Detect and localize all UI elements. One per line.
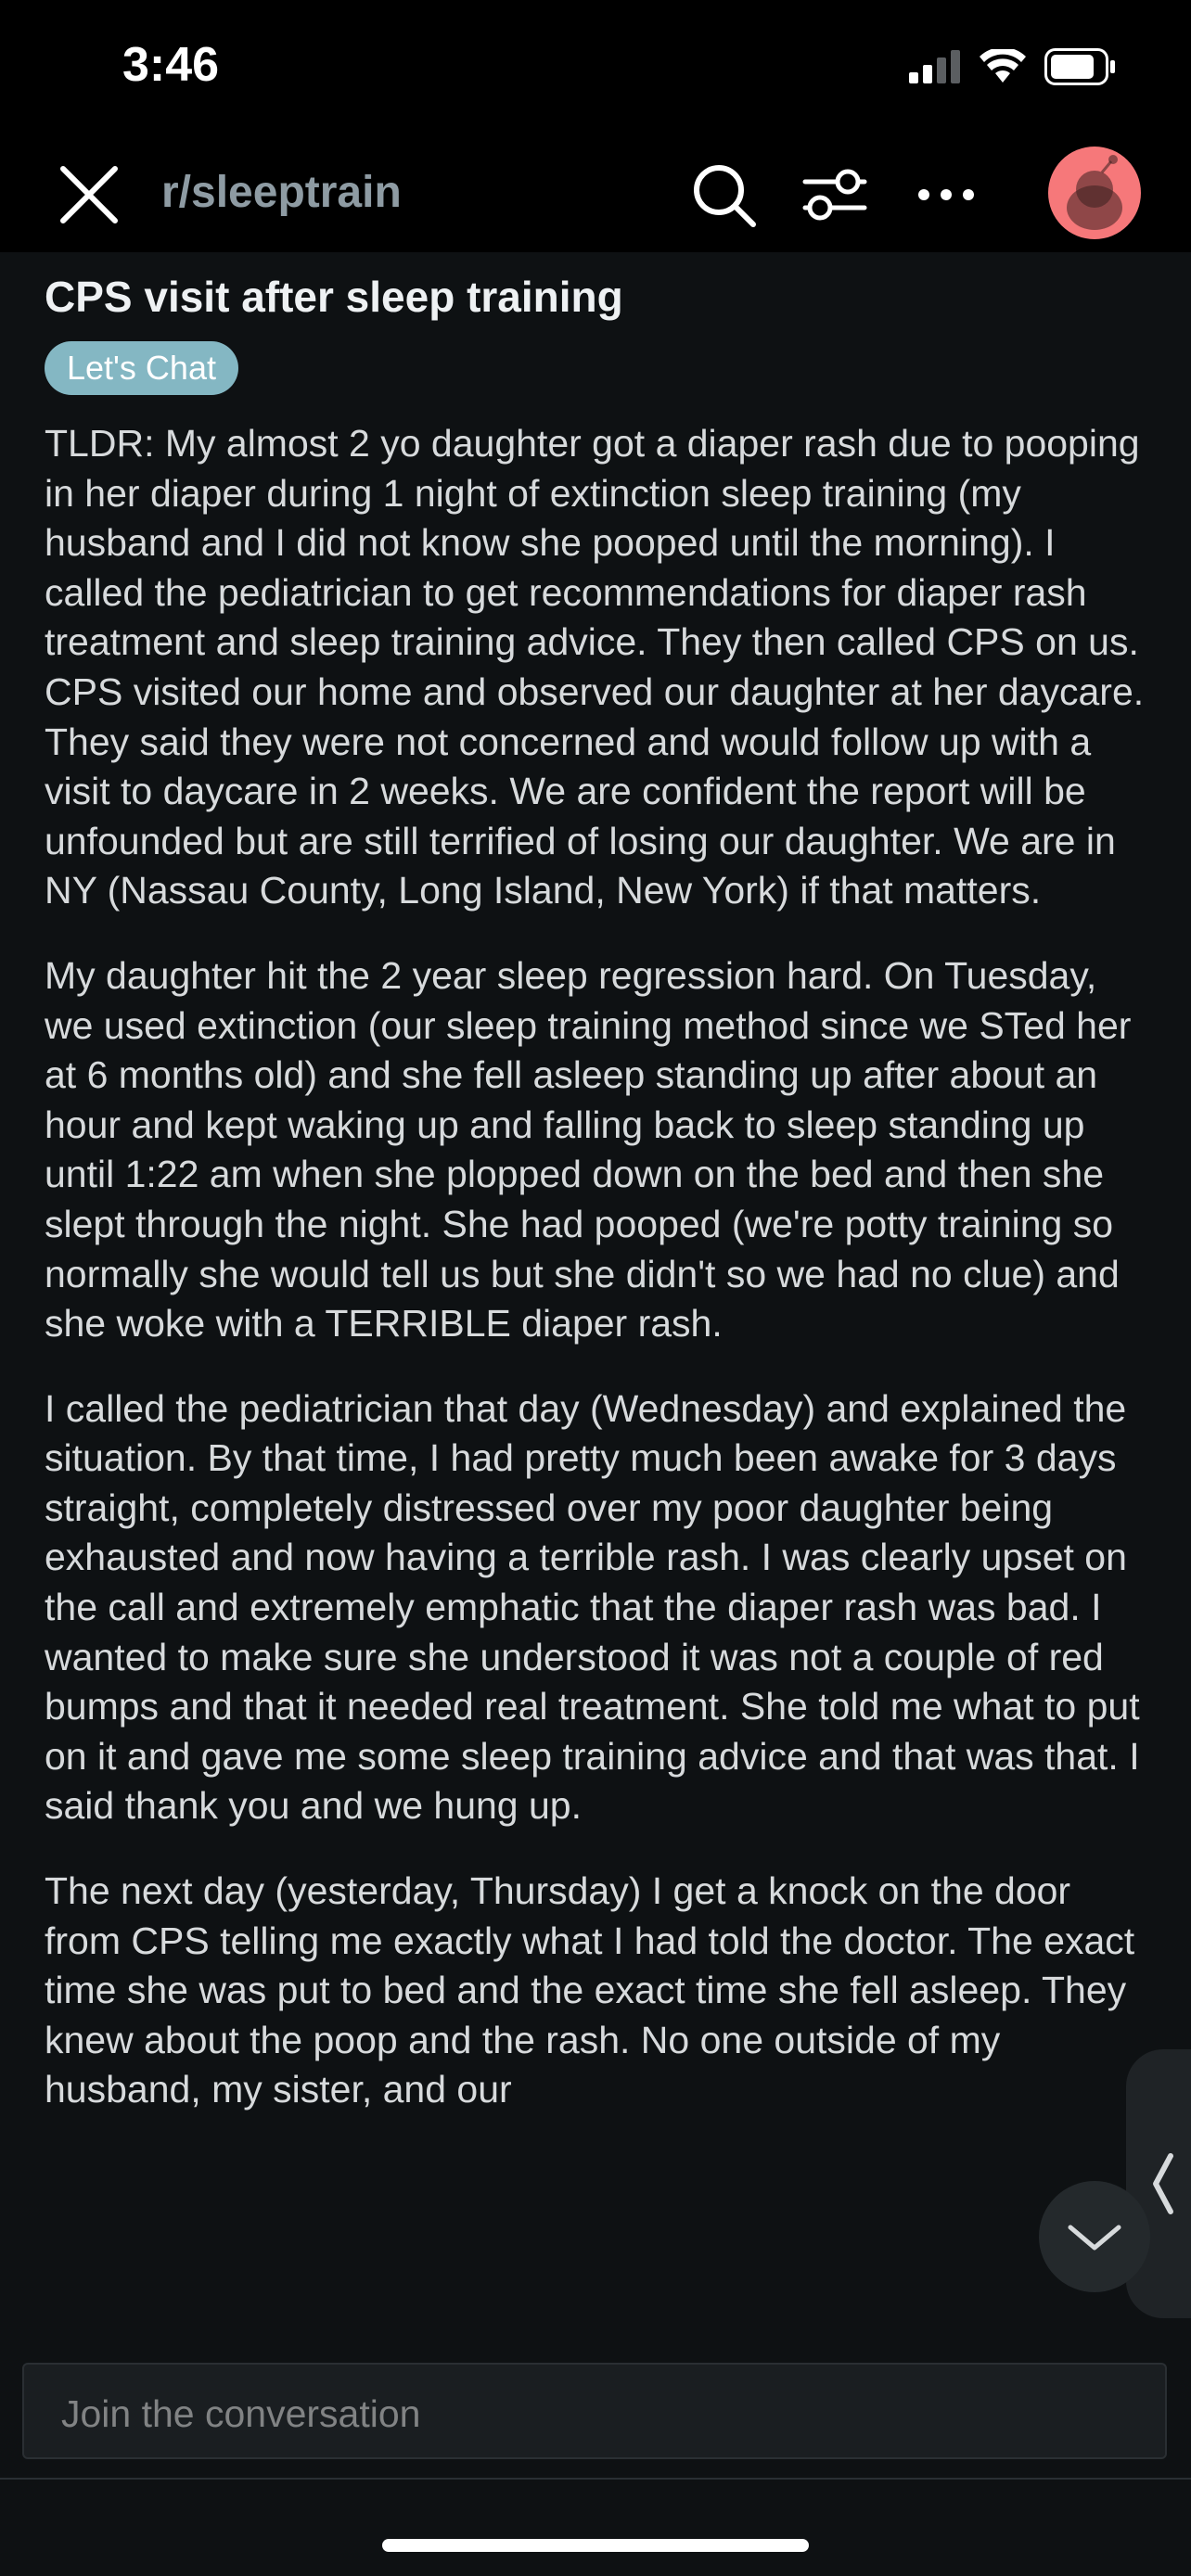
battery-icon <box>1044 48 1117 85</box>
comment-composer-bar <box>0 2363 1191 2481</box>
post-flair[interactable]: Let's Chat <box>45 341 238 395</box>
content-fade <box>0 2253 1191 2346</box>
signal-icon <box>909 50 961 83</box>
avatar-icon <box>1048 147 1141 239</box>
status-time: 3:46 <box>122 38 220 92</box>
post-title: CPS visit after sleep training <box>45 273 623 321</box>
wifi-icon <box>980 49 1026 84</box>
post-header <box>0 139 1191 252</box>
home-indicator[interactable] <box>382 2539 809 2552</box>
post-content <box>45 252 1148 2329</box>
scroll-down-button[interactable] <box>1039 2181 1150 2292</box>
post-paragraph: The next day (yesterday, Thursday) I get a knock on the door from CPS telling me exactly what I had told the doctor. The exact time she was put to bed and the exact time she fell asleep. They knew about the poop and the rash. No one outside of my husband, my sister, and our <box>45 1869 1135 2111</box>
more-dots-icon[interactable] <box>911 159 981 230</box>
subreddit-name[interactable]: r/sleeptrain <box>161 168 402 217</box>
post-paragraph: I called the pediatrician that day (Wednesday) and explained the situation. By that time, I had pretty much been awake for 3 days straight, completely distressed over my poor daughter being exhausted and now having a terrible rash. I was clearly upset on the call and extremely emphatic that the diaper rash was bad. I wanted to make sure she understood it was not a couple of red bumps and that it needed real treatment. She told me what to put on it and gave me some sleep training advice and that was that. I said thank you and we hung up. <box>45 1386 1140 1828</box>
comment-input[interactable] <box>59 2385 1130 2442</box>
status-icons <box>909 48 1117 85</box>
search-icon[interactable] <box>688 159 759 230</box>
post-paragraph: My daughter hit the 2 year sleep regression hard. On Tuesday, we used extinction (our sleep training method since we STed her at 6 months old) and she fell asleep standing up after about an hour and kept waking up and falling back to sleep standing up until 1:22 am when she plopped down on the bed and then she slept through the night. She had pooped (we're potty training so normally she would tell us but she didn't so we had no clue) and she woke with a TERRIBLE diaper rash. <box>45 953 1132 1345</box>
comment-composer[interactable] <box>22 2363 1167 2459</box>
sliders-icon[interactable] <box>800 159 870 230</box>
close-icon[interactable] <box>54 159 124 230</box>
status-bar <box>0 0 1191 139</box>
chevron-down-icon <box>1039 2181 1150 2292</box>
bottom-divider <box>0 2478 1191 2480</box>
snoo-avatar[interactable] <box>1048 147 1141 239</box>
post-paragraph: TLDR: My almost 2 yo daughter got a diaper rash due to pooping in her diaper during 1 night of extinction sleep training (my husband and I did not know she pooped until the morning). I called the pediatrician to get recommendations for diaper rash treatment and sleep training advice. They then called CPS on us. CPS visited our home and observed our daughter at her daycare. They said they were not concerned and would follow up with a visit to daycare in 2 weeks. We are confident the report will be unfounded but are still terrified of losing our daughter. We are in NY (Nassau County, Long Island, New York) if that matters. <box>45 422 1145 912</box>
